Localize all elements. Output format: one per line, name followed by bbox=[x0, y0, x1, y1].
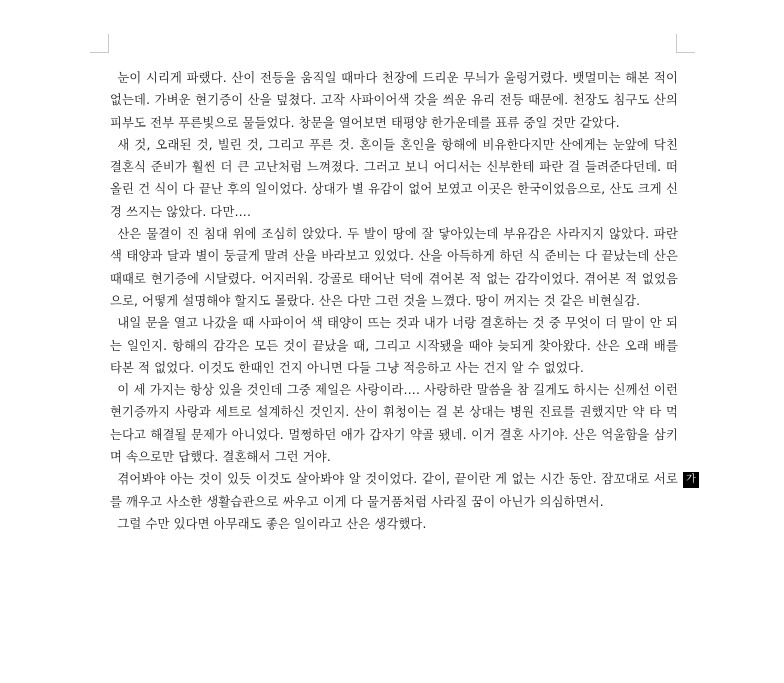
font-marker-badge[interactable]: 가 bbox=[683, 472, 699, 488]
paragraph: 눈이 시리게 파랬다. 산이 전등을 움직일 때마다 천장에 드리운 무늬가 울렁거렸다. 뱃멀미는 해본 적이 없는데. 가벼운 현기증이 산을 덮쳤다. 고작 사파이어색 갓을 씌운 유리 전등 때문에. 천장도 침구도 산의 피부도 전부 푸른빛으로 물들었다. 창문을 열어보면 태평양 한가운데를 표류 중일 것만 같았다. bbox=[110, 71, 678, 130]
crop-mark-top-left bbox=[90, 34, 109, 53]
crop-mark-top-right bbox=[676, 34, 695, 53]
paragraph: 내일 문을 열고 나갔을 때 사파이어 색 태양이 뜨는 것과 내가 너랑 결혼하는 것 중 무엇이 더 말이 안 되는 일인지. 항해의 감각은 모든 것이 끝났을 때, 그리고 시작됐을 때야 늦되게 찾아왔다. 산은 오래 배를 타본 적 없었다. 이것도 한때인 건지 아니면 다들 그냥 적응하고 사는 건지 알 수 없었다. bbox=[110, 316, 678, 375]
document-body[interactable] bbox=[110, 67, 678, 535]
paragraph: 이 세 가지는 항상 있을 것인데 그중 제일은 사랑이라…. 사랑하란 말씀을 참 길게도 하시는 신께선 이런 현기증까지 사랑과 세트로 설계하신 것인지. 산이 휘청이는 걸 본 상대는 병원 진료를 권했지만 약 타 먹는다고 해결될 문제가 아니었다. 멀쩡하던 애가 갑자기 약골 됐네. 이거 결혼 사기야. 산은 억울함을 삼키며 속으로만 답했다. 결혼해서 그런 거야. bbox=[110, 383, 678, 465]
paragraph: 그럴 수만 있다면 아무래도 좋은 일이라고 산은 생각했다. bbox=[117, 516, 427, 531]
paragraph: 새 것, 오래된 것, 빌린 것, 그리고 푸른 것. 혼이들 혼인을 항해에 비유한다지만 산에게는 눈앞에 닥친 결혼식 준비가 훨씬 더 큰 고난처럼 느껴졌다. 그러고 보니 어디서는 신부한테 파란 걸 들려준다던데. 떠올린 건 식이 다 끝난 후의 일이었다. 상대가 별 유감이 없어 보였고 이곳은 한국이었음으로, 산도 크게 신경 쓰지는 않았다. 다만…. bbox=[110, 137, 678, 219]
paragraph: 겪어봐야 아는 것이 있듯 이것도 살아봐야 알 것이었다. 같이, 끝이란 게 없는 시간 동안. 잠꼬대로 서로를 깨우고 사소한 생활습관으로 싸우고 이게 다 물거품처럼 사라질 꿈이 아닌가 의심하면서. bbox=[110, 472, 678, 509]
paragraph: 산은 물결이 진 침대 위에 조심히 앉았다. 두 발이 땅에 잘 닿아있는데 부유감은 사라지지 않았다. 파란색 태양과 달과 별이 둥글게 말려 산을 바라보고 있었다. 산을 아득하게 하던 식 준비는 다 끝났는데 산은 때때로 현기증에 시달렸다. 어지러워. 강골로 태어난 덕에 겪어본 적 없는 감각이었다. 겪어본 적 없었음으로, 어떻게 설명해야 할지도 몰랐다. 산은 다만 그런 것을 느꼈다. 땅이 꺼지는 것 같은 비현실감. bbox=[110, 227, 678, 308]
